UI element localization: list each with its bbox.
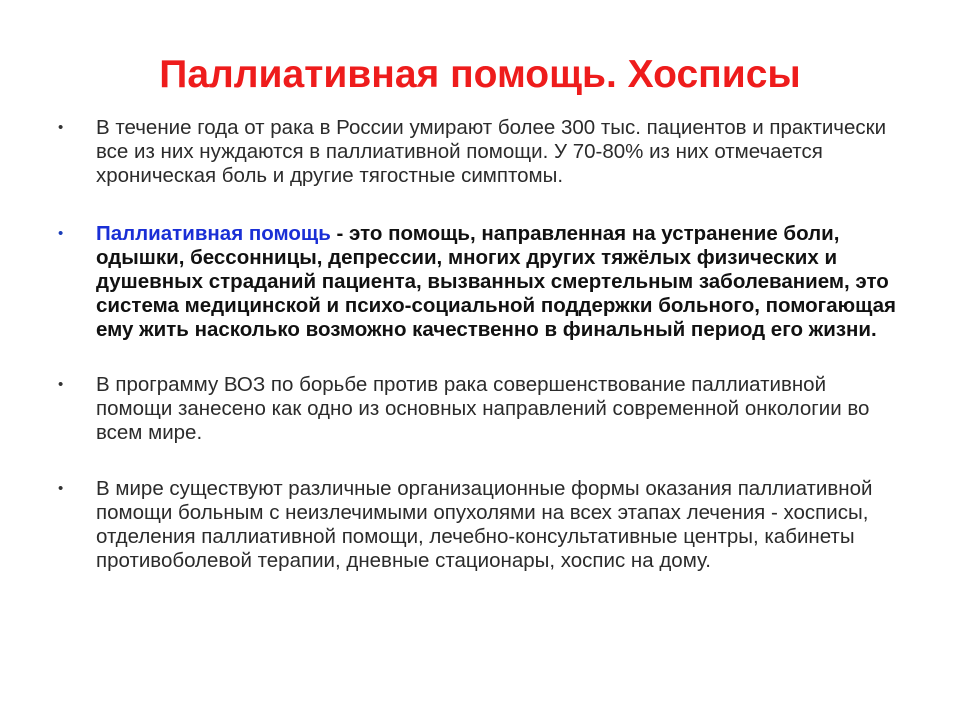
bullet-dot-icon: • [58, 225, 64, 242]
definition-term: Паллиативная помощь [96, 222, 331, 245]
bullet-item [56, 116, 906, 188]
bullet-text: В программу ВОЗ по борьбе против рака совершенствование паллиативной помощи занесено как одно из основных направлений современной онкологии во всем мире. [96, 373, 870, 444]
bullet-item [56, 477, 906, 573]
bullet-text: В течение года от рака в России умирают более 300 тыс. пациентов и практически все из них нуждаются в паллиативной помощи. У 70-80% из них отмечается хроническая боль и другие тягостные симптомы. [96, 116, 887, 187]
definition-text: - это помощь, направленная на устранение боли, одышки, бессонницы, депрессии, многих других тяжёлых физических и душевных страданий пациента, вызванных смертельным заболеванием, это система медицинской и психо-социальной поддержки больного, помогающая ему жить насколько возможно качественно в финальный период его жизни. [96, 222, 897, 341]
bullet-dot-icon: • [58, 480, 64, 497]
bullet-dot-icon: • [58, 119, 64, 136]
bullet-dot-icon: • [58, 376, 64, 393]
slide-title: Паллиативная помощь. Хосписы [159, 53, 801, 96]
bullet-text: В мире существуют различные организационные формы оказания паллиативной помощи больным с неизлечимыми опухолями на всех этапах лечения - хосписы, отделения паллиативной помощи, лечебно-консультативные центры, кабинеты противоболевой терапии, дневные стационары, хоспис на дому. [96, 477, 873, 572]
bullet-list [56, 116, 906, 605]
bullet-item [56, 373, 906, 445]
bullet-item [56, 222, 906, 342]
